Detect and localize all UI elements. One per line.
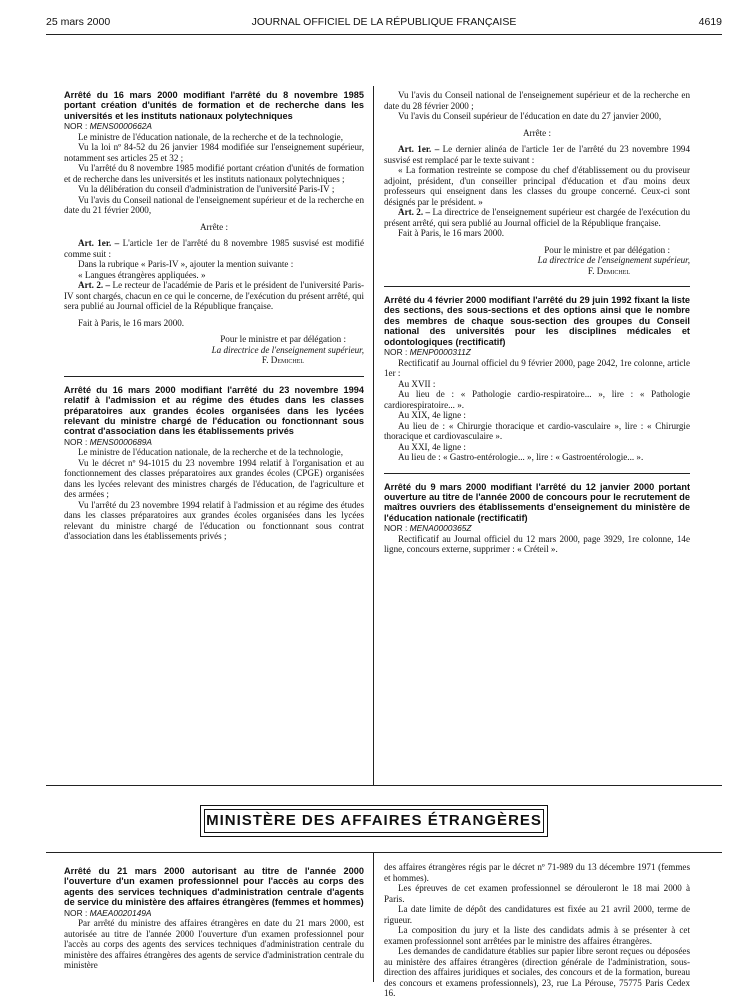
article-title: Arrêté du 16 mars 2000 modifiant l'arrêté du 8 novembre 1985 portant création d'unités de formation et de recherche dans les universités et les instituts nationaux polytechniques bbox=[64, 90, 364, 121]
signature-title: La directrice de l'enseignement supérieur, bbox=[537, 255, 690, 265]
left-column bbox=[64, 90, 364, 542]
paragraph: Vu l'arrêté du 8 novembre 1985 modifié portant création d'unités de formation et de recherche dans les universités et les instituts nationaux polytechniques ; bbox=[64, 163, 364, 184]
paragraph: « La formation restreinte se compose du chef d'établissement ou du proviseur adjoint, président, d'un conseiller principal d'éducation et d'au moins deux professeurs qui enseignent dans les classes du groupe concerné. Ceux-ci sont désignés par le président. » bbox=[384, 165, 690, 207]
page-header bbox=[46, 14, 722, 30]
bottom-right-column bbox=[384, 862, 690, 999]
paragraph: Vu l'arrêté du 23 novembre 1994 relatif à l'admission et au régime des études dans les classes préparatoires aux grandes écoles organisées dans les lycées relevant du ministre chargé de l'éducation ou fonctionnant sous contrat d'association dans les établissements privés ; bbox=[64, 499, 364, 542]
article-separator bbox=[384, 286, 690, 287]
nor-reference: NOR : MENA0000365Z bbox=[384, 523, 472, 534]
article-2: Art. 2. – La directrice de l'enseignement supérieur est chargée de l'exécution du présent arrêté, qui sera publié au Journal officiel de la République française. bbox=[384, 207, 690, 228]
paragraph: Vu l'avis du Conseil national de l'enseignement supérieur et de la recherche en date du 21 février 2000, bbox=[64, 194, 364, 216]
paragraph: « Langues étrangères appliquées. » bbox=[78, 269, 206, 280]
arrete-heading: Arrête : bbox=[199, 221, 229, 232]
paragraph: Vu la délibération du conseil d'administration de l'université Paris-IV ; bbox=[78, 184, 335, 195]
article-title: Arrêté du 4 février 2000 modifiant l'arrêté du 29 juin 1992 fixant la liste des sections, des sous-sections et des options ainsi que le nombre des membres de chaque sous-section des groupes du Conseil national des universités pour les disciplines médicales et odontologiques (rectificatif) bbox=[384, 295, 690, 347]
issue-date: 25 mars 2000 bbox=[46, 16, 111, 28]
signature-name: F. Demichel bbox=[261, 355, 304, 366]
bottom-left-column bbox=[64, 866, 364, 971]
paragraph: Vu l'avis du Conseil national de l'enseignement supérieur et de la recherche en date du 28 février 2000 ; bbox=[384, 90, 690, 111]
section-rule-bottom bbox=[46, 852, 722, 853]
page-number: 4619 bbox=[698, 16, 722, 28]
signature-line: Pour le ministre et par délégation : bbox=[544, 244, 670, 255]
nor-reference: NOR : MENS0000662A bbox=[64, 121, 152, 132]
article-title: Arrêté du 21 mars 2000 autorisant au titre de l'année 2000 l'ouverture d'un examen professionnel pour l'accès au corps des agents des services techniques d'administration centrale d'agents de service du ministère des affaires étrangères (femmes et hommes) bbox=[64, 866, 364, 908]
signature-name: F. Demichel bbox=[587, 265, 630, 276]
paragraph: Vu la loi nº 84-52 du 26 janvier 1984 modifiée sur l'enseignement supérieur, notamment ses articles 25 et 32 ; bbox=[64, 142, 364, 163]
paragraph: Le ministre de l'éducation nationale, de la recherche et de la technologie, bbox=[78, 447, 343, 458]
article-title: Arrêté du 9 mars 2000 modifiant l'arrêté du 12 janvier 2000 portant ouverture au titre de l'année 2000 de concours pour le recrutement de maîtres ouvriers des établissements d'enseignement du ministère de l'éducation nationale (rectificatif) bbox=[384, 481, 690, 523]
nor-reference: NOR : MENP0000311Z bbox=[384, 347, 471, 358]
ministry-banner bbox=[200, 805, 548, 837]
article-title: Arrêté du 16 mars 2000 modifiant l'arrêté du 23 novembre 1994 relatif à l'admission et au régime des études dans les classes préparatoires aux grandes écoles organisées dans les lycées relevant du ministre chargé de l'éducation ou fonctionnant sous contrat d'association dans les établissements privés bbox=[64, 384, 364, 437]
paragraph: Les épreuves de cet examen professionnel se dérouleront le 18 mai 2000 à Paris. bbox=[384, 883, 690, 904]
paragraph: Au lieu de : « Pathologie cardio-respiratoire... », lire : « Pathologie cardiorespiratoire... ». bbox=[384, 389, 690, 410]
fait-a-paris: Fait à Paris, le 16 mars 2000. bbox=[78, 317, 185, 328]
article-1: Art. 1er. – L'article 1er de l'arrêté du 8 novembre 1985 susvisé est modifié comme suit : bbox=[64, 238, 364, 259]
section-rule-top bbox=[46, 785, 722, 786]
article-separator bbox=[384, 473, 690, 474]
paragraph: La composition du jury et la liste des candidats admis à se présenter à cet examen professionnel sont arrêtées par le ministre des affaires étrangères. bbox=[384, 925, 690, 946]
subheading: Au XXI, 4e ligne : bbox=[398, 441, 466, 452]
article-2: Art. 2. – Le recteur de l'académie de Paris et le président de l'université Paris-IV sont chargés, chacun en ce qui le concerne, de l'exécution du présent arrêté, qui sera publié au Journal officiel de la République française. bbox=[64, 280, 365, 312]
subheading: Au XVII : bbox=[398, 378, 436, 389]
fait-a-paris: Fait à Paris, le 16 mars 2000. bbox=[398, 228, 505, 238]
right-column bbox=[384, 90, 690, 555]
paragraph: Au lieu de : « Chirurgie thoracique et cardio-vasculaire », lire : « Chirurgie thoracique et cardiovasculaire ». bbox=[384, 420, 690, 442]
subheading: Au XIX, 4e ligne : bbox=[398, 410, 466, 421]
paragraph: La date limite de dépôt des candidatures est fixée au 21 avril 2000, terme de rigueur. bbox=[384, 904, 690, 925]
column-divider-top bbox=[373, 86, 374, 786]
signature-title: La directrice de l'enseignement supérieur, bbox=[211, 344, 364, 355]
nor-reference: NOR : MENS0000689A bbox=[64, 436, 152, 447]
article-1: Art. 1er. – Le dernier alinéa de l'article 1er de l'arrêté du 23 novembre 1994 susvisé est remplacé par le texte suivant : bbox=[384, 144, 690, 165]
paragraph: Rectificatif au Journal officiel du 12 mars 2000, page 3929, 1re colonne, 14e ligne, concours externe, supprimer : « Créteil ». bbox=[384, 533, 690, 555]
journal-title: JOURNAL OFFICIEL DE LA RÉPUBLIQUE FRANÇAISE bbox=[251, 16, 517, 28]
paragraph: Dans la rubrique « Paris-IV », ajouter la mention suivante : bbox=[78, 259, 294, 270]
paragraph: des affaires étrangères régis par le décret nº 71-989 du 13 décembre 1971 (femmes et hommes). bbox=[384, 862, 690, 883]
paragraph: Le ministre de l'éducation nationale, de la recherche et de la technologie, bbox=[78, 131, 343, 142]
paragraph: Vu l'avis du Conseil supérieur de l'éducation en date du 27 janvier 2000, bbox=[398, 111, 662, 121]
signature-line: Pour le ministre et par délégation : bbox=[220, 334, 346, 345]
paragraph: Vu le décret nº 94-1015 du 23 novembre 1994 relatif à l'organisation et au fonctionnement des classes préparatoires aux grandes écoles (CPGE) organisées dans les lycées relevant des ministres chargés de l'éducation, de l'agriculture et des armées ; bbox=[64, 457, 364, 500]
column-divider-bottom bbox=[373, 852, 374, 982]
paragraph: Par arrêté du ministre des affaires étrangères en date du 21 mars 2000, est autorisée au titre de l'année 2000 l'ouverture d'un examen professionnel pour l'accès au corps des agents des services techniques d'administration centrale du ministère des affaires étrangères des agents de service d'administration centrale du ministère bbox=[64, 918, 364, 971]
nor-reference: NOR : MAEA0020149A bbox=[64, 907, 152, 918]
paragraph: Les demandes de candidature établies sur papier libre seront reçues ou déposées au ministère des affaires étrangères (direction générale de l'administration, sous-direction des affaires juridiques et sociales, des concours et de la formation, bureau des concours et examens professionnels), 23, rue La Pérouse, 75775 Paris Cedex 16. bbox=[384, 946, 690, 998]
article-separator bbox=[64, 376, 364, 377]
paragraph: Au lieu de : « Gastro-entérologie... », lire : « Gastroentérologie... ». bbox=[398, 452, 644, 463]
arrete-heading: Arrête : bbox=[522, 127, 552, 138]
paragraph: Rectificatif au Journal officiel du 9 février 2000, page 2042, 1re colonne, article 1er : bbox=[384, 357, 690, 379]
header-rule bbox=[46, 34, 722, 35]
ministry-banner-title: MINISTÈRE DES AFFAIRES ÉTRANGÈRES bbox=[204, 809, 544, 833]
